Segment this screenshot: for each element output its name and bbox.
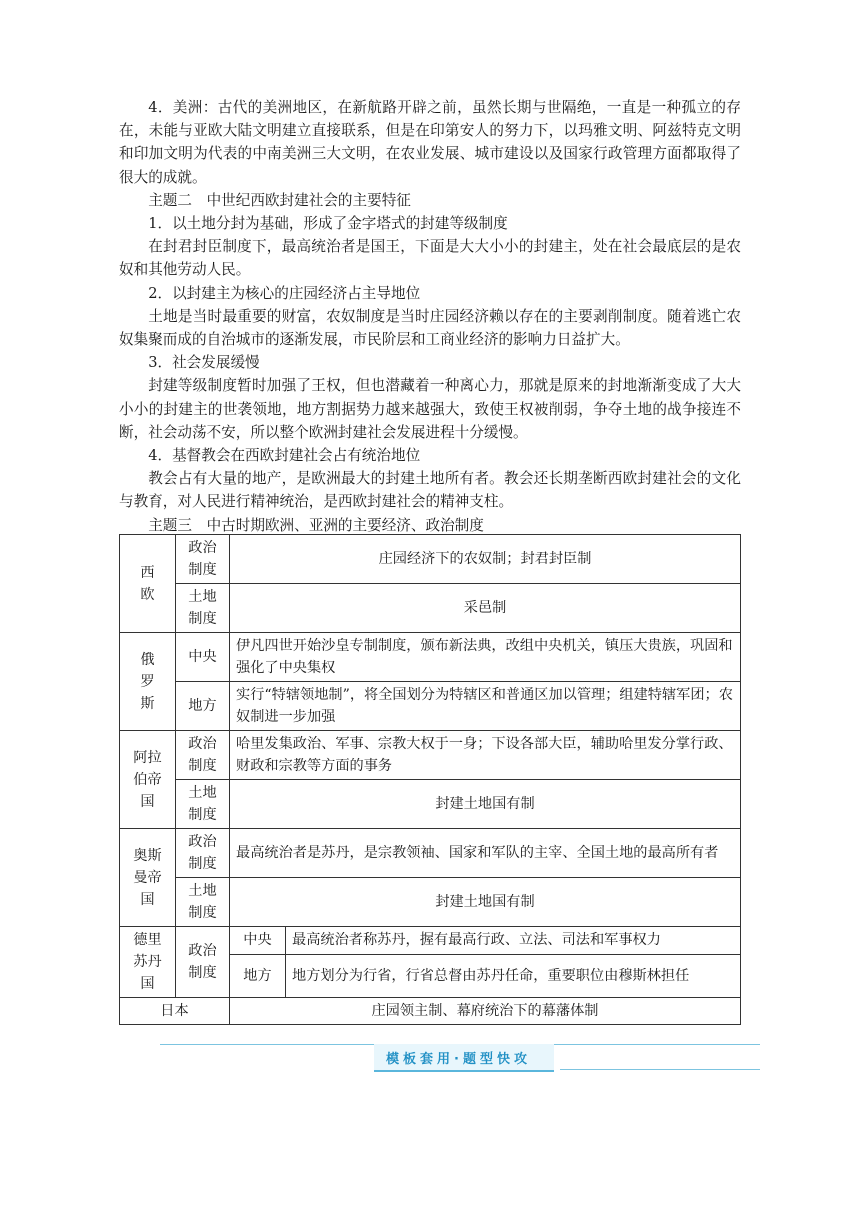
banner-rule-right (560, 1069, 760, 1070)
region-russia: 俄 罗 斯 (120, 633, 176, 731)
topic-two-heading: 主题二 中世纪西欧封建社会的主要特征 (148, 191, 411, 209)
paragraph-feudal-hierarchy: 在封君封臣制度下，最高统治者是国王，下面是大大小小的封建主，处在社会最底层的是农奴和其他劳动人民。 (119, 238, 741, 279)
cell-value: 采邑制 (230, 584, 741, 633)
label-political-system: 政治 制度 (176, 927, 230, 998)
label-political-system: 政治 制度 (176, 535, 230, 584)
label-land-system: 土地 制度 (176, 584, 230, 633)
table-row (120, 878, 741, 927)
subheading-2: 2．以封建主为核心的庄园经济占主导地位 (148, 284, 421, 302)
cell-value: 最高统治者是苏丹，是宗教领袖、国家和军队的主宰、全国土地的最高所有者 (230, 829, 741, 878)
banner-title: 模板套用·题型快攻 (386, 1052, 531, 1067)
paragraph-americas: 4．美洲：古代的美洲地区，在新航路开辟之前，虽然长期与世隔绝，一直是一种孤立的存在，未能与亚欧大陆文明建立直接联系，但是在印第安人的努力下，以玛雅文明、阿兹特克文明和印加文明为代表的中南美洲三大文明，在农业发展、城市建设以及国家行政管理方面都取得了很大的成就。 (119, 99, 741, 186)
cell-value: 庄园经济下的农奴制；封君封臣制 (230, 535, 741, 584)
paragraph-manor-economy: 土地是当时最重要的财富，农奴制度是当时庄园经济赖以存在的主要剥削制度。随着逃亡农奴集聚而成的自治城市的逐渐发展，市民阶层和工商业经济的影响力日益扩大。 (119, 307, 741, 349)
region-ottoman-empire: 奥斯 曼帝 国 (120, 829, 176, 927)
paragraph-church: 教会占有大量的地产，是欧洲最大的封建土地所有者。教会还长期垄断西欧封建社会的文化与教育，对人民进行精神统治，是西欧封建社会的精神支柱。 (119, 470, 741, 511)
table-row (120, 998, 741, 1025)
text-body (119, 96, 741, 537)
table-row (120, 927, 741, 955)
region-west-europe: 西 欧 (120, 535, 176, 633)
paragraph-slow-development: 封建等级制度暂时加强了王权，但也潜藏着一种离心力，那就是原来的封地渐渐变成了大大小小的封建主的世袭领地，地方割据势力越来越强大，致使王权被削弱，争夺土地的战争接连不断，社会动荡不安，所以整个欧洲封建社会发展进程十分缓慢。 (119, 377, 741, 441)
topic-three-heading: 主题三 中古时期欧洲、亚洲的主要经济、政治制度 (148, 516, 484, 534)
cell-value: 哈里发集政治、军事、宗教大权于一身；下设各部大臣，辅助哈里发分掌行政、财政和宗教等方面的事务 (230, 731, 741, 780)
cell-value: 最高统治者称苏丹，握有最高行政、立法、司法和军事权力 (286, 927, 741, 955)
table-row (120, 829, 741, 878)
subheading-4: 4．基督教会在西欧封建社会占有统治地位 (148, 447, 421, 465)
region-delhi-sultanate: 德里 苏丹 国 (120, 927, 176, 998)
label-political-system: 政治 制度 (176, 731, 230, 780)
table-row (120, 584, 741, 633)
label-land-system: 土地 制度 (176, 780, 230, 829)
table-row (120, 633, 741, 682)
subheading-1: 1．以土地分封为基础，形成了金字塔式的封建等级制度 (148, 215, 508, 233)
cell-value: 实行“特辖领地制”，将全国划分为特辖区和普通区加以管理；组建特辖军团；农奴制进一步加强 (230, 682, 741, 731)
cell-value: 庄园领主制、幕府统治下的幕藩体制 (230, 998, 741, 1025)
section-banner (160, 1036, 760, 1076)
table-row (120, 731, 741, 780)
label-local: 地方 (176, 682, 230, 731)
subheading-3: 3．社会发展缓慢 (148, 354, 260, 372)
table-row (120, 535, 741, 584)
region-arab-empire: 阿拉 伯帝 国 (120, 731, 176, 829)
label-political-system: 政治 制度 (176, 829, 230, 878)
label-central: 中央 (230, 927, 286, 955)
label-central: 中央 (176, 633, 230, 682)
cell-value: 伊凡四世开始沙皇专制制度，颁布新法典，改组中央机关，镇压大贵族，巩固和强化了中央集权 (230, 633, 741, 682)
cell-value: 封建土地国有制 (230, 780, 741, 829)
label-land-system: 土地 制度 (176, 878, 230, 927)
table-row (120, 682, 741, 731)
systems-table (119, 534, 741, 1025)
label-local: 地方 (230, 954, 286, 997)
cell-value: 封建土地国有制 (230, 878, 741, 927)
table-row (120, 780, 741, 829)
region-japan: 日本 (120, 998, 230, 1025)
cell-value: 地方划分为行省，行省总督由苏丹任命，重要职位由穆斯林担任 (286, 954, 741, 997)
